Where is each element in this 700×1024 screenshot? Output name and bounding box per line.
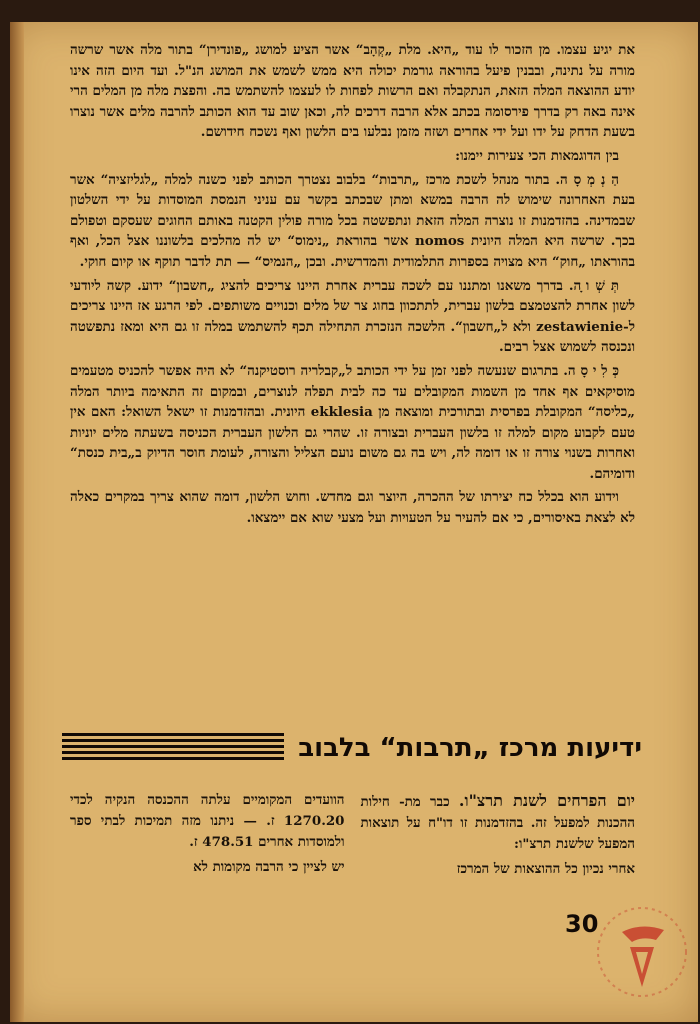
page-number: 30 [565,910,599,938]
document-page [10,22,698,1022]
news-column-right [361,790,636,884]
section-heading: ידיעות מרכז „תרבות“ בלבוב [298,733,642,763]
paragraph-conclusion: וידוע הוא בכלל כח יצירתו של ההכרה, היוצר וגם מחדש. וחוש הלשון, דומה שהוא צריך במקרים כאלה לא לצאת באיסורים, כי אם להעיר על הטעויות ועל מצעי שוא אם יימצאו. [70,489,635,527]
news-right-text: כבר מת- חילות ההכנות למפעל זה. בהזדמנות זו דו"ח על תוצאות המפעל שלשנת תרצ"ו: [360,794,635,852]
news-columns [70,790,635,884]
news-column-left [70,790,345,884]
section-header [62,722,642,774]
paragraph-teshuva: תְּ שְׁ ו ָה. בדרך משאנו ומתננו עם לשכה עברית אחרת היינו צריכים להציג „חשבון“ ידוע. קשה ליודעי לשון אחרת להצטמצם בלשון עברית, לתתכוון בחוג צר של מלים וכנויים משותפים. לפי הרגע אז היינו צריכים ל-zestawienie ולא ל„חשבון“. הלשכה הנזכרת התחילה תכף להשתמש במלה זו גם היא ומאז נתפשטה ונכנסה לשמוש אצל רבים. [70,277,635,356]
paragraph-intro: את יגיע עצמו. מן הזכור לו עוד „היא. מלת „קְהָב“ אשר הציע למושג „פונדירן“ בתור מלה אשר שרשה מורה על נתינה, ובבנין פיעל בהוראה גורמת יכולה היא ממש לשמש את המושג הנ"ל. ועד היום הזה אינו יודע ההוצאה המלה הזאת, הנתקבלה ואם הרשות לפחות לו לעצמו להשתמש בה. והפצת מלה מן המלים הרי אינה באה רק בדרך פירסומה בכתב אלא הרבה דרכים לה, וכאן שוב עד הוא הכותב להרבה מלים אשר נוצרו בשעת הדחק על ידו ועל ידי אחרים ושזה מזמן נבלעו בים הלשון ואף נשכח חידושם. [70,42,635,141]
news-right-para [361,790,636,855]
binding-gutter [10,22,24,1022]
main-article [70,40,635,532]
paragraph-klisa: כְּ לִ י סָ ה. בתרגום שנעשה לפני זמן על ידי הכותב ל„קבלריה רוסטיקנה“ לא היה אפשר להכניס מטעמים מוסיקאים אף אחד מן השמות המקובלים עד כה לבית תפלה לנוצרים, ובמקום זה התאימה ביותר המלה „כליסה“ המקובלת בפרסית ובתורכית ומוצאה מן ekklesia היונית. ובהזדמנות זו ישאל השואל: האם אין טעם לקבוע מקום למלה זו בלשון העברית ובצורה זו. שהרי גם הלשון העברית הכניסה בשעתה מלים יוניות ואחרות בשנוי צורה זו או דומה לה, ויש בה גם משום נועם הצליל והצורה, לעומת חוסר הדיוק ב„בית כנסת“ ודומיהם. [70,362,635,482]
news-left-text2: יש לציין כי הרבה מקומות לא [193,859,345,875]
archive-stamp-icon [592,892,692,1012]
news-right-text2: אחרי נכיון כל ההוצאות של המרכז [456,861,635,877]
paragraph-examples-lead: בין הדוגמאות הכי צעירות יימנו: [455,147,619,164]
news-lead: יום הפרחים לשנת תרצ"ו. [458,791,635,810]
heading-rules [62,733,284,763]
news-left-text: הוועדים המקומיים עלתה ההכנסה הנקיה לכדי 1270.20 ז. — ניתנו מזה תמיכות לבתי ספר ולמוסדות אחרים 478.51 ז. [70,792,345,850]
paragraph-hanmasa: הַ נְ מְ סָ ה. בתור מנהל לשכת מרכז „תרבות“ בלבוב נצטרך הכותב לפני כשנה למלה „לגליזציה“ אשר בעת האחרונה שימוש לה הרבה במשא ומתן שבכתב בקשר עם עניני הנמסת המוסדות על ידי השלטון שבמדינה. בהזדמנות זו נוצרה המלה הזאת ונתפשטה בכל מורה פולין הקטנה באותם החוגים שעסקם וטפולם בכך. שרשה היא המלה היונית nomos אשר בהוראת „נימוס“ יש לה מהלכים בלשוננו אצל הכל, ואף בהוראתו „חוק“ היא מצויה בספרות התלמודית והמדרשית. ובכן „הנמיס“ — תת לדבר תוקף או קיום חוקי. [70,171,635,270]
